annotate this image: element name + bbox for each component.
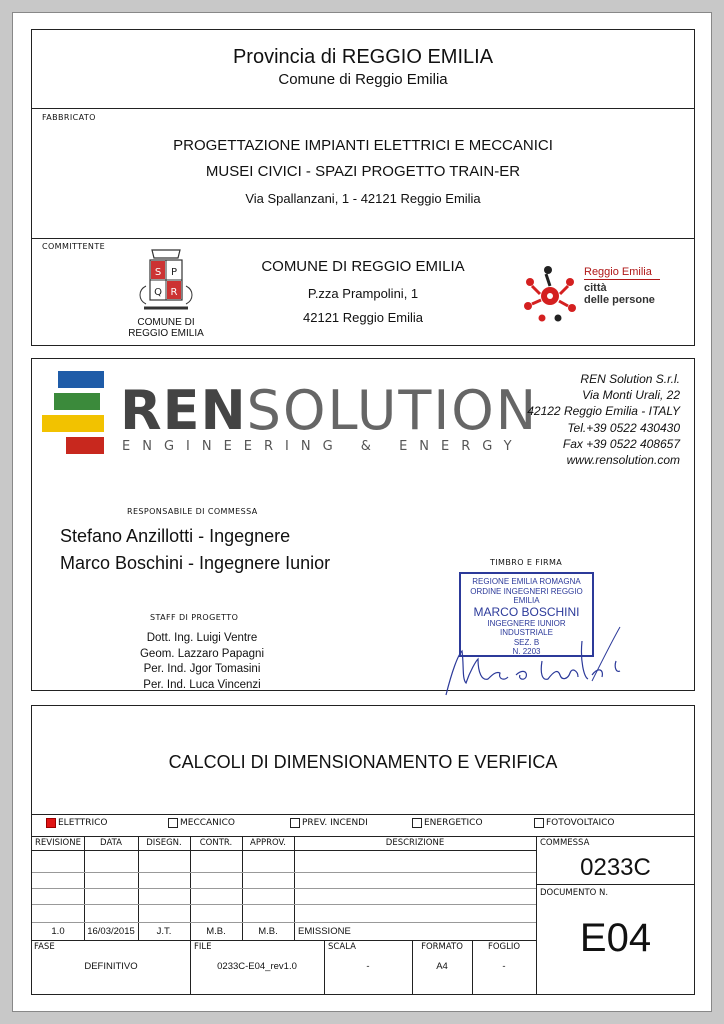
company-city: 42122 Reggio Emilia - ITALY [527, 404, 680, 419]
logo-text-1: Reggio Emilia [584, 266, 652, 278]
timbro-label: TIMBRO E FIRMA [490, 558, 563, 567]
document-title: CALCOLI DI DIMENSIONAMENTO E VERIFICA [168, 752, 558, 772]
province-title: Provincia di REGGIO EMILIA [232, 46, 494, 68]
crest-caption-1: COMUNE DI [137, 317, 195, 328]
grid-line [32, 872, 536, 873]
revision-contr: M.B. [206, 926, 226, 937]
checkbox-checked-icon[interactable] [46, 818, 56, 828]
stamp-line: REGIONE EMILIA ROMAGNA [472, 577, 581, 586]
footer-formato-label: FORMATO [421, 942, 463, 952]
responsabile-1: Stefano Anzillotti - Ingegnere [60, 526, 291, 546]
project-line-1: PROGETTAZIONE IMPIANTI ELETTRICI E MECCANICI [173, 137, 553, 154]
svg-text:S: S [154, 267, 162, 278]
divider [537, 884, 694, 885]
client-street: P.zza Prampolini, 1 [307, 286, 419, 301]
logo-text-3: delle persone [584, 294, 655, 306]
header-disegn: DISEGN. [146, 838, 182, 848]
grid-line [32, 922, 536, 923]
staff-label: STAFF DI PROGETTO [150, 613, 239, 622]
footer-scala-value: - [366, 961, 370, 972]
staff-member: Geom. Lazzaro Papagni [139, 647, 265, 660]
revision-number: 1.0 [51, 926, 65, 937]
divider [32, 238, 694, 239]
responsabile-label: RESPONSABILE DI COMMESSA [127, 507, 258, 516]
responsabile-2: Marco Boschini - Ingegnere Iunior [60, 553, 331, 573]
logo-bar-blue [58, 371, 104, 388]
company-info [527, 371, 680, 468]
grid-line [32, 850, 536, 851]
company-tel: Tel.+39 0522 430430 [567, 420, 680, 435]
footer-foglio-value: - [502, 961, 506, 972]
client-name: COMUNE DI REGGIO EMILIA [261, 258, 465, 275]
commessa-value: 0233C [580, 854, 651, 881]
footer-formato-value: A4 [436, 961, 448, 972]
checkbox-icon[interactable] [412, 818, 422, 828]
svg-text:R: R [170, 287, 178, 298]
signature-icon [432, 618, 632, 701]
staff-member: Per. Ind. Jgor Tomasini [143, 663, 261, 675]
commessa-label: COMMESSA [540, 838, 590, 848]
project-line-2: MUSEI CIVICI - SPAZI PROGETTO TRAIN-ER [205, 163, 521, 180]
category-label: FOTOVOLTAICO [546, 818, 615, 828]
footer-file-label: FILE [194, 942, 212, 952]
category-meccanico[interactable] [168, 818, 235, 828]
revision-disegn: J.T. [156, 926, 172, 937]
title-sheet [12, 12, 712, 1012]
stamp-line: SEZ. B [513, 637, 540, 647]
divider [32, 108, 694, 109]
svg-text:P: P [170, 267, 178, 278]
revision-table [32, 836, 536, 994]
header-data: DATA [100, 838, 122, 848]
company-web: www.rensolution.com [566, 453, 680, 468]
header-approv: APPROV. [250, 838, 286, 848]
responsabili [60, 523, 330, 577]
documento-value: E04 [579, 916, 652, 960]
revision-description: EMISSIONE [298, 926, 351, 937]
ren-logo-wordmark [120, 379, 539, 442]
svg-text:Q: Q [154, 287, 162, 298]
stamp-line: ORDINE INGEGNERI REGGIO EMILIA [470, 586, 583, 605]
document-box [31, 705, 695, 995]
staff-list [122, 631, 282, 693]
ren-logo-thin: SOLUTION [246, 379, 539, 442]
citta-persone-icon [520, 262, 582, 324]
grid-line [32, 904, 536, 905]
revision-date: 16/03/2015 [87, 926, 135, 937]
category-label: MECCANICO [180, 818, 235, 828]
stamp-line: N. 2203 [512, 647, 541, 656]
category-energetico[interactable] [412, 818, 483, 828]
logo-divider [584, 279, 660, 280]
category-elettrico[interactable] [46, 818, 108, 828]
logo-bar-green [54, 393, 100, 410]
municipality-title: Comune di Reggio Emilia [278, 71, 448, 88]
crest-caption-2: REGGIO EMILIA [128, 328, 204, 339]
category-label: PREV. INCENDI [302, 818, 368, 828]
category-prev-incendi[interactable] [290, 818, 368, 828]
document-id-block [536, 836, 694, 994]
fabbricato-label: FABBRICATO [42, 113, 96, 122]
firm-box [31, 358, 695, 691]
header-revisione: REVISIONE [35, 838, 81, 848]
footer-file-value: 0233C-E04_rev1.0 [217, 961, 297, 972]
header-descrizione: DESCRIZIONE [385, 838, 445, 848]
revision-approv: M.B. [258, 926, 278, 937]
footer-fase-value: DEFINITIVO [84, 961, 138, 972]
documento-label: DOCUMENTO N. [540, 888, 609, 898]
footer-foglio-label: FOGLIO [487, 942, 521, 952]
grid-line [32, 888, 536, 889]
grid-line [32, 940, 536, 941]
committente-label: COMMITTENTE [42, 242, 106, 251]
logo-text-2: città [584, 282, 607, 294]
stamp-line: INDUSTRIALE [500, 628, 553, 637]
footer-scala-label: SCALA [328, 942, 356, 952]
staff-member: Dott. Ing. Luigi Ventre [146, 632, 258, 644]
header-box [31, 29, 695, 346]
ren-logo-subtitle: ENGINEERING & ENERGY [122, 439, 524, 454]
checkbox-icon[interactable] [168, 818, 178, 828]
project-address: Via Spallanzani, 1 - 42121 Reggio Emilia [245, 191, 481, 206]
category-fotovoltaico[interactable] [534, 818, 615, 828]
category-label: ELETTRICO [58, 818, 108, 828]
header-contr: CONTR. [199, 838, 233, 848]
logo-bar-yellow [42, 415, 104, 432]
ren-logo-main: REN [120, 379, 247, 442]
reggio-emilia-logo [520, 262, 670, 324]
company-fax: Fax +39 0522 408657 [562, 436, 680, 451]
checkbox-icon[interactable] [290, 818, 300, 828]
category-row [32, 812, 694, 834]
staff-member: Per. Ind. Luca Vincenzi [143, 678, 261, 691]
footer-fase-label: FASE [34, 942, 55, 952]
company-name: REN Solution S.r.l. [580, 372, 680, 386]
category-label: ENERGETICO [424, 818, 483, 828]
stamp-line: INGEGNERE IUNIOR [487, 618, 566, 628]
client-city: 42121 Reggio Emilia [303, 310, 423, 325]
stamp-name: MARCO BOSCHINI [473, 604, 580, 619]
checkbox-icon[interactable] [534, 818, 544, 828]
company-street: Via Monti Urali, 22 [582, 388, 680, 403]
logo-bar-red [66, 437, 104, 454]
